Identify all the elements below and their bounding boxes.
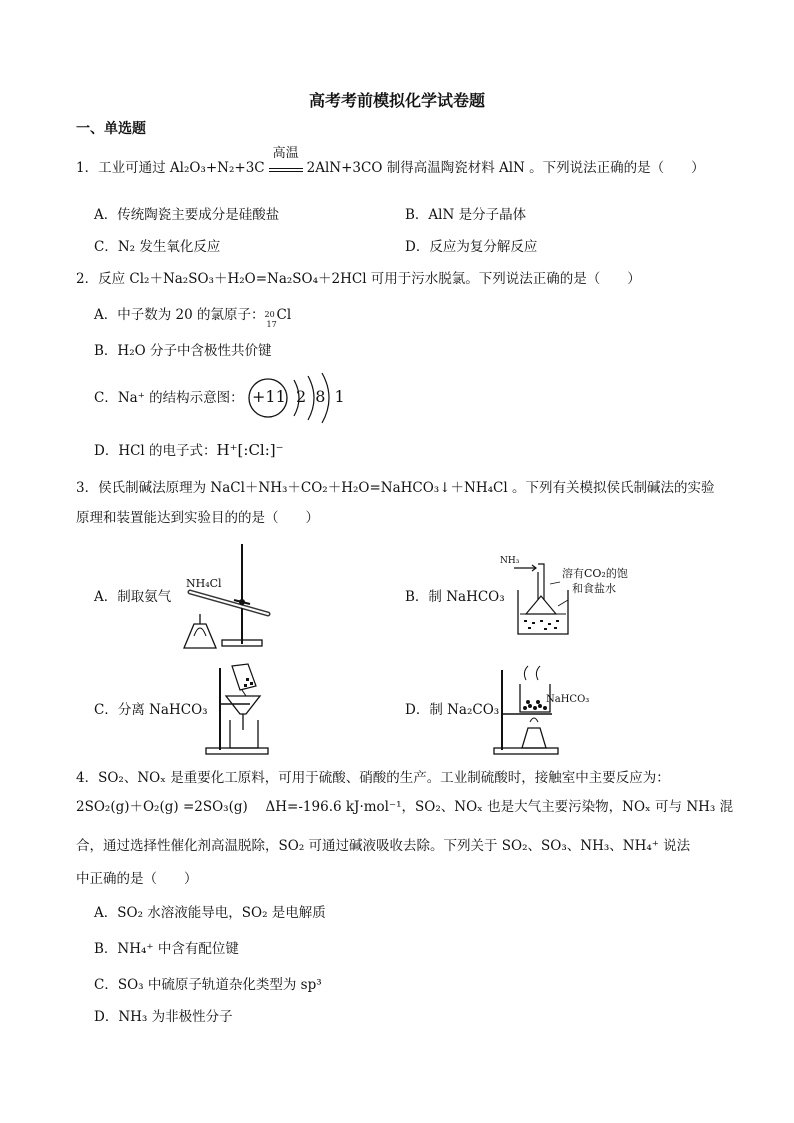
equals-bar xyxy=(269,168,303,172)
isotope-notation xyxy=(264,309,277,329)
apparatus-c-filtration-icon xyxy=(198,660,278,756)
question-2-stem: 2．反应 Cl₂＋Na₂SO₃＋H₂O=Na₂SO₄＋2HCl 可用于污水脱氯。下列说法正确的是（ ） xyxy=(76,271,641,287)
q1-option-b[interactable]: B．AlN 是分子晶体 xyxy=(405,207,527,223)
apparatus-b-nh3-label: NH₃ xyxy=(500,556,520,566)
q2-option-d-text: D．HCl 的电子式： xyxy=(94,443,217,459)
q4-option-d[interactable]: D．NH₃ 为非极性分子 xyxy=(94,1009,233,1025)
apparatus-b-solution-label-1: 溶有CO₂的饱 xyxy=(562,567,628,580)
q1-option-d[interactable]: D．反应为复分解反应 xyxy=(405,239,538,255)
q2-option-a-text: A．中子数为 20 的氯原子： xyxy=(94,307,265,323)
question-4-line3: 合，通过选择性催化剂高温脱除，SO₂ 可通过碱液吸收去除。下列关于 SO₂、SO₃、NH₃、NH₄⁺ 说法 xyxy=(76,838,691,854)
q1-eq-right: 2AlN+3CO xyxy=(306,160,383,176)
q2-option-d[interactable] xyxy=(94,440,284,461)
question-4-line1: 4．SO₂、NOₓ 是重要化工原料，可用于硫酸、硝酸的生产。工业制硫酸时，接触室中主要反应为： xyxy=(76,770,670,786)
apparatus-b-solution-label-2: 和食盐水 xyxy=(572,582,616,595)
electron-shells: 2 8 1 xyxy=(296,387,347,406)
question-4-line2: 2SO₂(g)＋O₂(g) =2SO₃(g) ΔH=-196.6 kJ·mol⁻¹，SO₂、NOₓ 也是大气主要污染物，NOₓ 可与 NH₃ 混 xyxy=(76,799,734,815)
q2-option-b[interactable]: B．H₂O 分子中含极性共价键 xyxy=(94,343,272,359)
apparatus-d-heating-icon xyxy=(492,662,596,756)
question-1-stem xyxy=(76,146,705,178)
question-3-stem-line2: 原理和装置能达到实验目的的是（ ） xyxy=(76,510,319,526)
q4-option-b[interactable]: B．NH₄⁺ 中含有配位键 xyxy=(94,941,239,957)
q1-option-a[interactable]: A．传统陶瓷主要成分是硅酸盐 xyxy=(94,207,280,223)
apparatus-d-label: NaHCO₃ xyxy=(546,694,590,705)
q1-condition-text: 高温 xyxy=(272,146,299,161)
q1-eq-left: Al₂O₃+N₂+3C xyxy=(169,160,265,176)
apparatus-a-label: NH₄Cl xyxy=(186,577,222,590)
q1-suffix: 制得高温陶瓷材料 AlN 。下列说法正确的是（ ） xyxy=(382,160,705,176)
q4-option-a[interactable]: A．SO₂ 水溶液能导电，SO₂ 是电解质 xyxy=(94,905,326,921)
q4-option-c[interactable]: C．SO₃ 中硫原子轨道杂化类型为 sp³ xyxy=(94,977,322,993)
q1-condition xyxy=(265,146,307,172)
q2-option-a[interactable] xyxy=(94,305,292,329)
nucleus-charge: +11 xyxy=(252,387,286,406)
section-heading: 一、单选题 xyxy=(76,121,146,137)
q3-option-a[interactable]: A．制取氨气 xyxy=(94,589,172,605)
q1-prefix: 1．工业可通过 xyxy=(76,160,170,176)
q3-option-c[interactable]: C．分离 NaHCO₃ xyxy=(94,702,208,718)
apparatus-a-heating-icon xyxy=(176,540,276,652)
mass-number: 20 xyxy=(264,309,275,319)
q1-option-c[interactable]: C．N₂ 发生氧化反应 xyxy=(94,239,221,255)
page-title: 高考考前模拟化学试卷题 xyxy=(308,91,485,110)
question-4-line4: 中正确的是（ ） xyxy=(76,871,198,887)
electron-formula: H⁺[:Cl:]⁻ xyxy=(216,441,284,459)
q2-option-c[interactable]: C．Na⁺ 的结构示意图： xyxy=(94,390,244,406)
q3-option-b[interactable]: B．制 NaHCO₃ xyxy=(405,589,505,605)
question-3-stem-line1: 3．侯氏制碱法原理为 NaCl＋NH₃＋CO₂＋H₂O=NaHCO₃↓＋NH₄Cl 。下列有关模拟侯氏制碱法的实验 xyxy=(76,480,715,496)
atomic-number: 17 xyxy=(266,319,277,329)
q3-option-d[interactable]: D．制 Na₂CO₃ xyxy=(405,702,500,718)
element-symbol: Cl xyxy=(276,307,292,323)
